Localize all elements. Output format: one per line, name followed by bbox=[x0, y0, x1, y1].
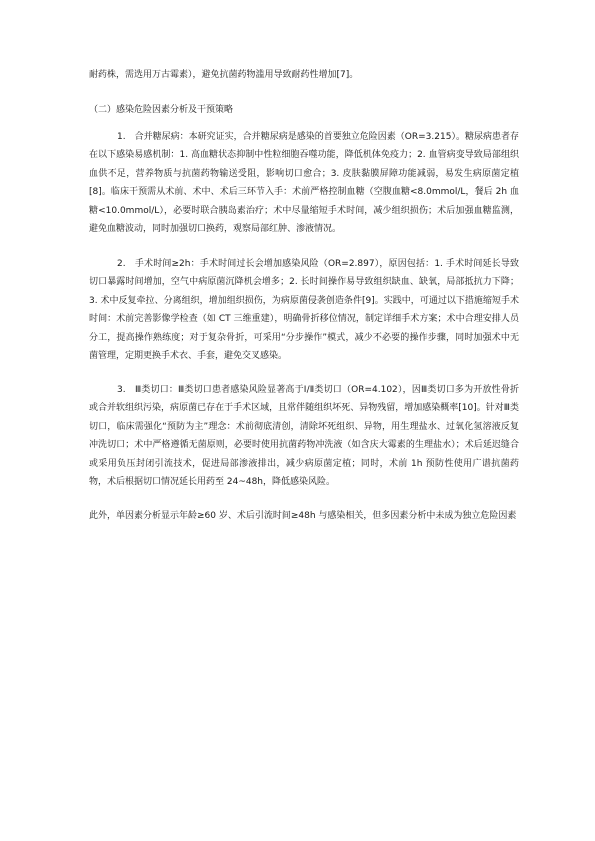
paragraph-diabetes: 1. 合并糖尿病：本研究证实，合并糖尿病是感染的首要独立危险因素（OR=3.215）。糖尿病患者存在以下感染易感机制：1. 高血糖状态抑制中性粒细胞吞噬功能，降低机体免疫力；2. 血管病变导致局部组织血供不足，营养物质与抗菌药物输送受阻，影响切口愈合；3. 皮肤黏膜屏障功能减弱，易发生病原菌定植[8]。临床干预需从术前、术中、术后三环节入手：术前严格控制血糖（空腹血糖<8.0mmol/L，餐后 2h 血糖<10.0mmol/L），必要时联合胰岛素治疗；术中尽量缩短手术时间，减少组织损伤；术后加强血糖监测，避免血糖波动，同时加强切口换药，观察局部红肿、渗液情况。 bbox=[89, 132, 519, 235]
paragraph-continuation: 耐药株，需选用万古霉素），避免抗菌药物滥用导致耐药性增加[7]。 bbox=[89, 70, 359, 80]
paragraph-univariate-analysis: 此外，单因素分析显示年龄≥60 岁、术后引流时间≥48h 与感染相关，但多因素分析中未成为独立危险因素 bbox=[89, 511, 517, 521]
section-heading: （二）感染危险因素分析及干预策略 bbox=[89, 105, 234, 115]
paragraph-class-iii-incision: 3. Ⅲ类切口：Ⅲ类切口患者感染风险显著高于Ⅰ/Ⅱ类切口（OR=4.102），因Ⅲ类切口多为开放性骨折或合并软组织污染，病原菌已存在于手术区域，且常伴随组织坏死、异物残留，增加感染概率[10]。针对Ⅲ类切口，临床需强化“预防为主”理念：术前彻底清创，清除坏死组织、异物，用生理盐水、过氧化氢溶液反复冲洗切口；术中严格遵循无菌原则，必要时使用抗菌药物冲洗液（如含庆大霉素的生理盐水）；术后延迟缝合或采用负压封闭引流技术，促进局部渗液排出，减少病原菌定植；同时，术前 1h 预防性使用广谱抗菌药物，术后根据切口情况延长用药至 24~48h，降低感染风险。 bbox=[89, 385, 519, 488]
paragraph-surgery-time: 2. 手术时间≥2h：手术时间过长会增加感染风险（OR=2.897），原因包括：1. 手术时间延长导致切口暴露时间增加，空气中病原菌沉降机会增多；2. 长时间操作易导致组织缺血、缺氧，局部抵抗力下降；3. 术中反复牵拉、分离组织，增加组织损伤，为病原菌侵袭创造条件[9]。实践中，可通过以下措施缩短手术时间：术前完善影像学检查（如 CT 三维重建），明确骨折移位情况，制定详细手术方案；术中合理安排人员分工，提高操作熟练度；对于复杂骨折，可采用“分步操作”模式，减少不必要的操作步骤，同时加强术中无菌管理，定期更换手术衣、手套，避免交叉感染。 bbox=[89, 259, 519, 362]
